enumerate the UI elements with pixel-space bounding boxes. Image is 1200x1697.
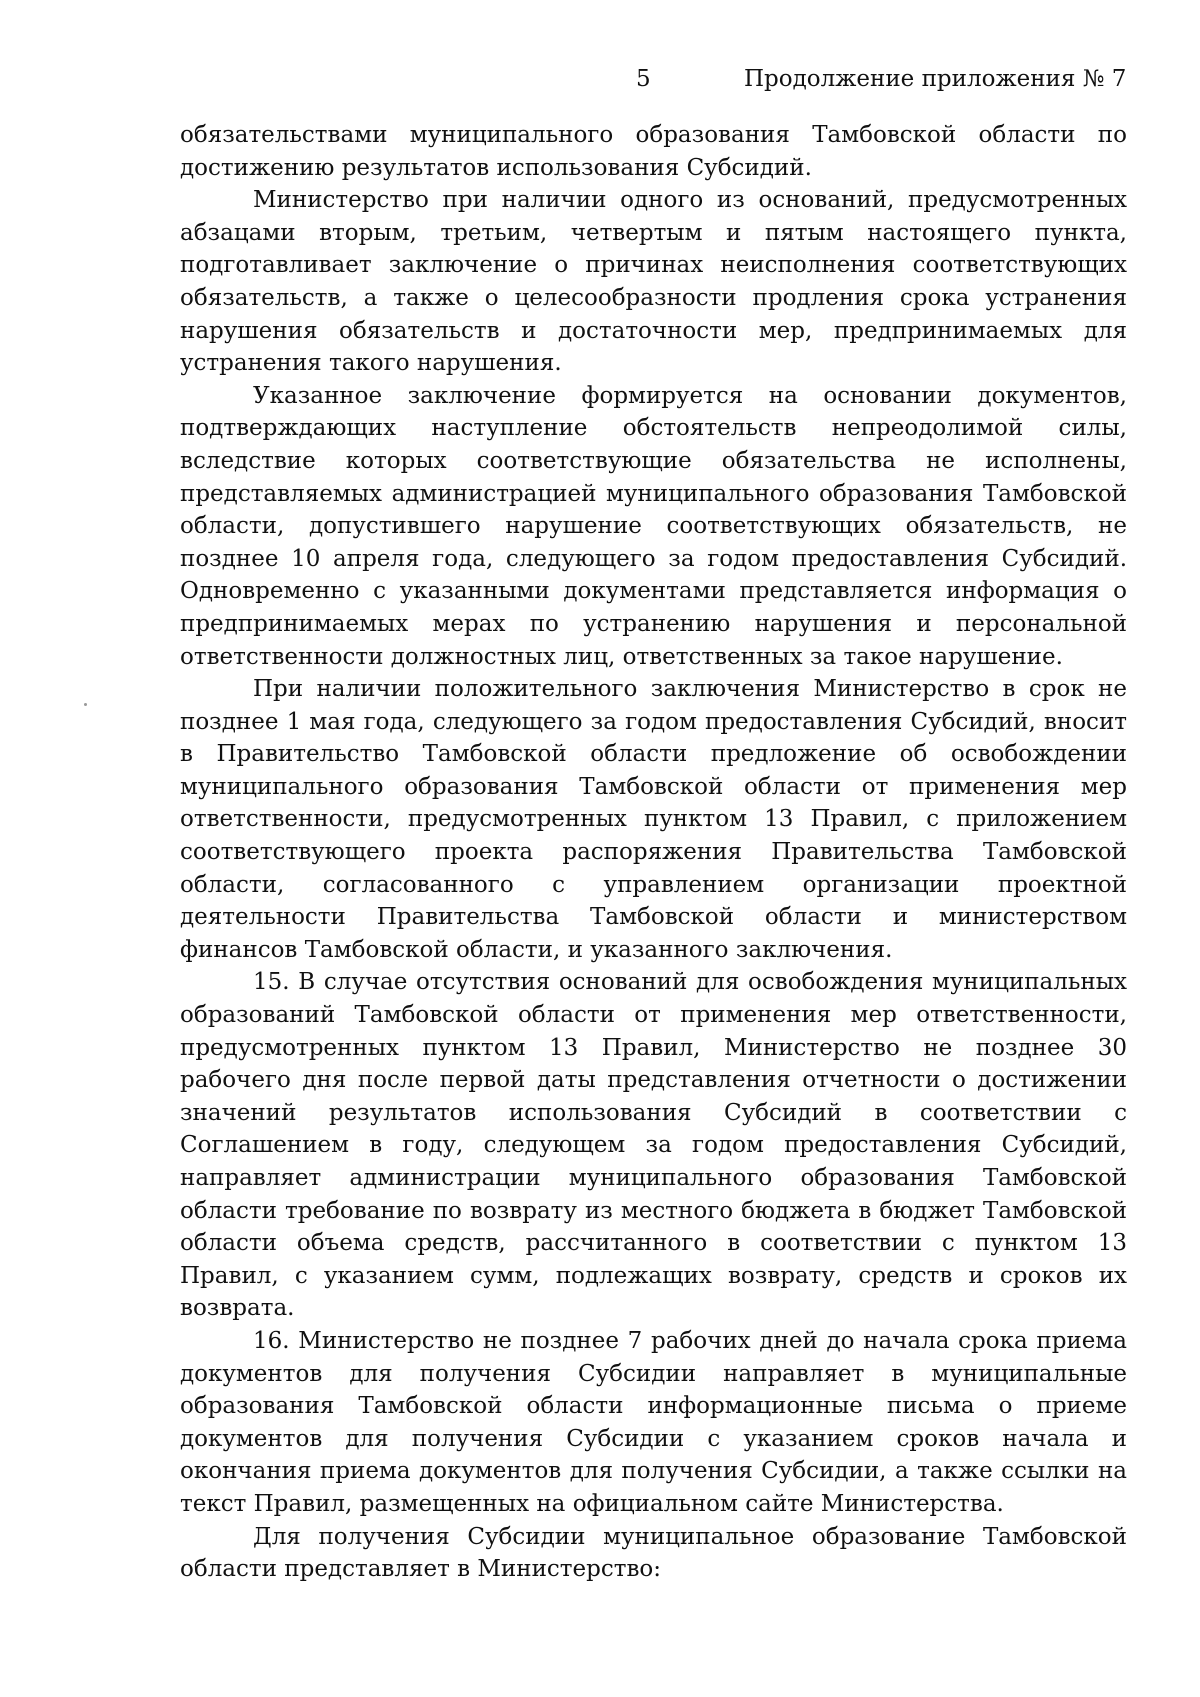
document-body xyxy=(180,119,1127,1586)
paragraph-conclusion-basis: Указанное заключение формируется на основании документов, подтверждающих наступление обстоятельств непреодолимой силы, вследствие которых соответствующие обязательства не исполнены, представляемых администрацией муниципального образования Тамбовской области, допустившего нарушение соответствующих обязательств, не позднее 10 апреля года, следующего за годом предоставления Субсидий. Одновременно с указанными документами представляется информация о предпринимаемых мерах по устранению нарушения и персональной ответственности должностных лиц, ответственных за такое нарушение. xyxy=(180,382,1127,670)
paragraph-ministry-conclusion: Министерство при наличии одного из оснований, предусмотренных абзацами вторым, третьим, четвертым и пятым настоящего пункта, подготавливает заключение о причинах неисполнения соответствующих обязательств, а также о целесообразности продления срока устранения нарушения обязательств и достаточности мер, предпринимаемых для устранения такого нарушения. xyxy=(180,187,1127,377)
page-header xyxy=(0,66,1200,100)
page-number: 5 xyxy=(636,66,651,92)
paragraph-item-16: 16. Министерство не позднее 7 рабочих дней до начала срока приема документов для получения Субсидии направляет в муниципальные образования Тамбовской области информационные письма о приеме документов для получения Субсидии с указанием сроков начала и окончания приема документов для получения Субсидии, а также ссылки на текст Правил, размещенных на официальном сайте Министерства. xyxy=(180,1327,1127,1517)
appendix-continuation-note: Продолжение приложения № 7 xyxy=(744,66,1127,92)
scan-artifact-dot xyxy=(84,703,87,706)
paragraph-documents-intro: Для получения Субсидии муниципальное образование Тамбовской области представляет в Министерство: xyxy=(180,1523,1127,1583)
paragraph-positive-conclusion: При наличии положительного заключения Министерство в срок не позднее 1 мая года, следующего за годом предоставления Субсидий, вносит в Правительство Тамбовской области предложение об освобождении муниципального образования Тамбовской области от применения мер ответственности, предусмотренных пунктом 13 Правил, с приложением соответствующего проекта распоряжения Правительства Тамбовской области, согласованного с управлением организации проектной деятельности Правительства Тамбовской области и министерством финансов Тамбовской области, и указанного заключения. xyxy=(180,676,1127,963)
paragraph-item-15: 15. В случае отсутствия оснований для освобождения муниципальных образований Тамбовской области от применения мер ответственности, предусмотренных пунктом 13 Правил, Министерство не позднее 30 рабочего дня после первой даты представления отчетности о достижении значений результатов использования Субсидий в соответствии с Соглашением в году, следующем за годом предоставления Субсидий, направляет администрации муниципального образования Тамбовской области требование по возврату из местного бюджета в бюджет Тамбовской области объема средств, рассчитанного в соответствии с пунктом 13 Правил, с указанием сумм, подлежащих возврату, средств и сроков их возврата. xyxy=(180,969,1127,1322)
paragraph-continuation: обязательствами муниципального образования Тамбовской области по достижению результатов использования Субсидий. xyxy=(180,122,1127,181)
